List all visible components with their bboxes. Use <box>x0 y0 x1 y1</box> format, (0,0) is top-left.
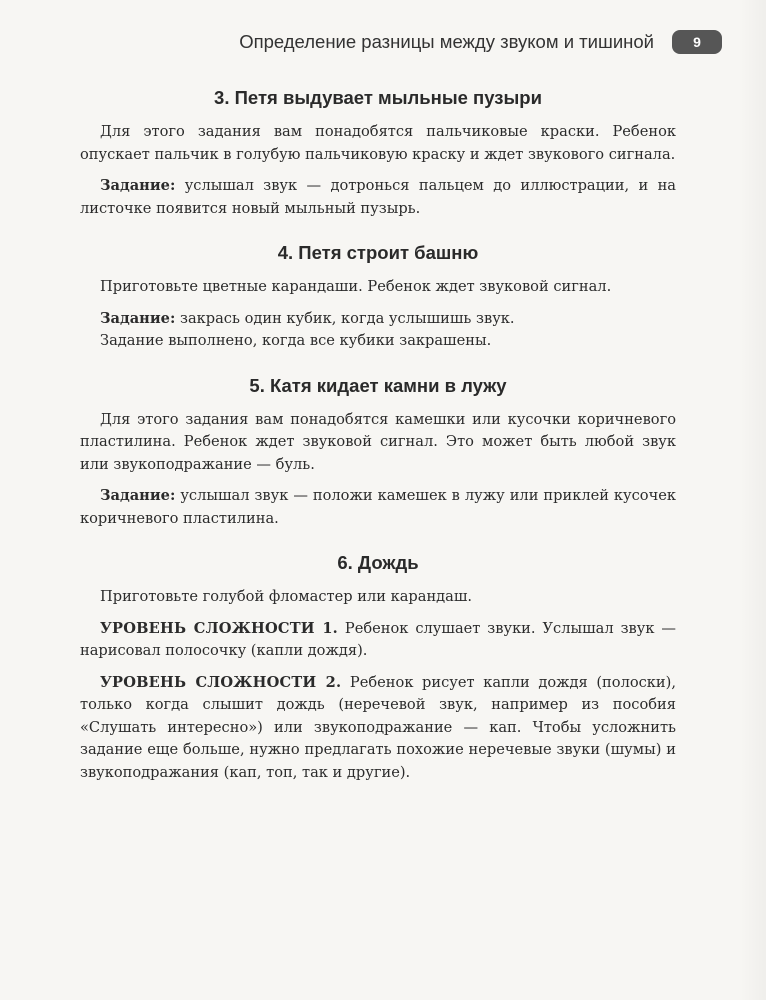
section-rain <box>80 551 676 784</box>
section-intro: Для этого задания вам понадобятся пальчиковые краски. Ребенок опускает пальчик в голубую пальчиковую краску и ждет звукового сигнала. <box>80 123 676 163</box>
task-text: услышал звук — дотронься пальцем до иллюстрации, и на листочке появится новый мыльный пузырь. <box>80 177 676 217</box>
level-1-label: УРОВЕНЬ СЛОЖНОСТИ 1. <box>100 619 338 637</box>
scan-shadow <box>740 0 766 1000</box>
task-paragraph <box>80 485 676 530</box>
task-paragraph <box>80 175 676 220</box>
section-stones-puddle <box>80 374 676 531</box>
running-header <box>239 27 722 57</box>
section-tower <box>80 241 676 353</box>
section-heading: 3. Петя выдувает мыльные пузыри <box>214 87 542 108</box>
level-2-text: Ребенок рисует капли дождя (полоски), только когда слышит дождь (неречевой звук, например из пособия «Слушать интересно») или звукоподражание — кап. Чтобы усложнить задание еще больше, нужно предлагать похожие неречевые звуки (шумы) и звукоподражания (кап, топ, так и другие). <box>80 673 676 781</box>
section-heading: 5. Катя кидает камни в лужу <box>249 374 507 396</box>
level-1-paragraph <box>80 618 676 663</box>
page-number-badge: 9 <box>672 30 722 54</box>
level-2-paragraph <box>80 672 676 785</box>
task-label: Задание: <box>100 487 176 504</box>
level-1-text: Ребенок слушает звуки. Услышал звук — нарисовал полосочку (капли дождя). <box>80 619 676 659</box>
task-completion-note: Задание выполнено, когда все кубики закрашены. <box>100 332 492 349</box>
running-title: Определение разницы между звуком и тишиной <box>239 31 654 52</box>
task-label: Задание: <box>100 309 176 327</box>
section-intro: Приготовьте цветные карандаши. Ребенок ждет звуковой сигнал. <box>100 278 612 295</box>
section-heading: 4. Петя строит башню <box>277 242 479 263</box>
section-intro: Приготовьте голубой фломастер или карандаш. <box>100 588 473 605</box>
task-text: закрась один кубик, когда услышишь звук. <box>175 309 515 327</box>
task-text: услышал звук — положи камешек в лужу или приклей кусочек коричневого пластилина. <box>80 487 676 527</box>
section-heading: 6. Дождь <box>337 552 419 573</box>
section-soap-bubbles <box>80 86 676 220</box>
task-paragraph <box>80 308 676 331</box>
section-intro: Для этого задания вам понадобятся камешки или кусочки коричневого пластилина. Ребенок ждет звуковой сигнал. Это может быть любой звук или звукоподражание — буль. <box>80 410 676 473</box>
task-label: Задание: <box>100 177 176 194</box>
level-2-label: УРОВЕНЬ СЛОЖНОСТИ 2. <box>100 673 342 691</box>
page-content <box>80 86 676 805</box>
